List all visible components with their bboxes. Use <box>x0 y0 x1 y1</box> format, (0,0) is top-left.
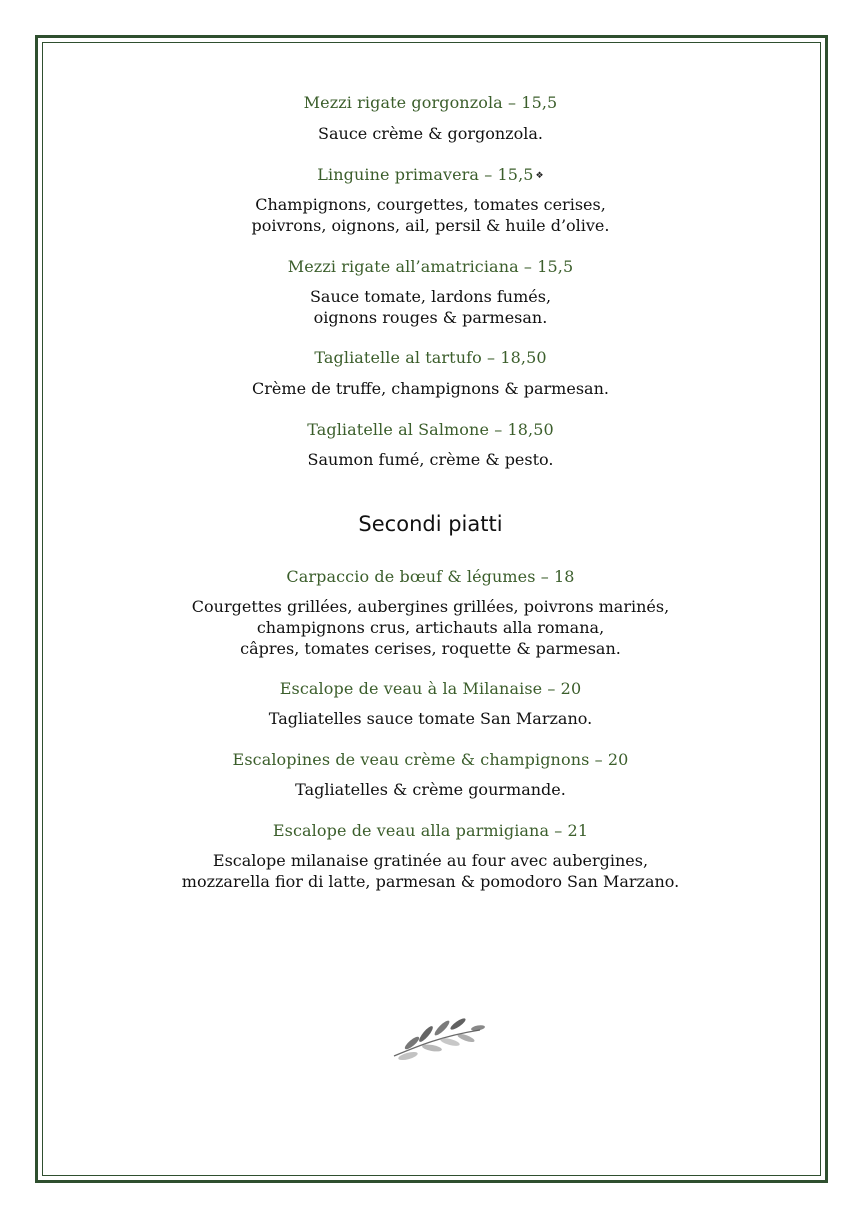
dish-description: Sauce tomate, lardons fumés, oignons rouges & parmesan. <box>309 287 552 327</box>
dish-name <box>40 165 821 186</box>
dish-description: Champignons, courgettes, tomates cerises, poivrons, oignons, ail, persil & huile d’olive. <box>251 195 610 235</box>
leaf-icon: ❖ <box>535 170 544 181</box>
dish-description: Tagliatelles & crème gourmande. <box>295 780 566 799</box>
dish-name: Carpaccio de bœuf & légumes – 18 <box>286 567 575 586</box>
dish-description: Courgettes grillées, aubergines grillées, poivrons marinés, champignons crus, artichauts alla romana, câpres, tomates cerises, roquette & parmesan. <box>191 597 670 658</box>
dish-description: Sauce crème & gorgonzola. <box>318 124 543 143</box>
dish-name: Tagliatelle al Salmone – 18,50 <box>307 420 554 439</box>
dish-name: Escalope de veau à la Milanaise – 20 <box>279 679 582 698</box>
dish-description: Escalope milanaise gratinée au four avec aubergines, mozzarella fior di latte, parmesan & pomodoro San Marzano. <box>181 851 680 891</box>
dish-name: Mezzi rigate gorgonzola – 15,5 <box>303 93 558 112</box>
dish-description: Saumon fumé, crème & pesto. <box>307 450 554 469</box>
dish-description: Tagliatelles sauce tomate San Marzano. <box>268 709 593 728</box>
dish-description: Crème de truffe, champignons & parmesan. <box>252 379 609 398</box>
dish-name: Mezzi rigate all’amatriciana – 15,5 <box>287 257 574 276</box>
olive-branch-icon <box>390 1010 485 1065</box>
dish-name: Escalopines de veau crème & champignons – 20 <box>232 750 629 769</box>
dish-name-text: Linguine primavera – 15,5 <box>317 165 534 184</box>
section-title: Secondi piatti <box>358 512 503 536</box>
dish-name: Tagliatelle al tartufo – 18,50 <box>314 348 547 367</box>
dish-name: Escalope de veau alla parmigiana – 21 <box>272 821 589 840</box>
